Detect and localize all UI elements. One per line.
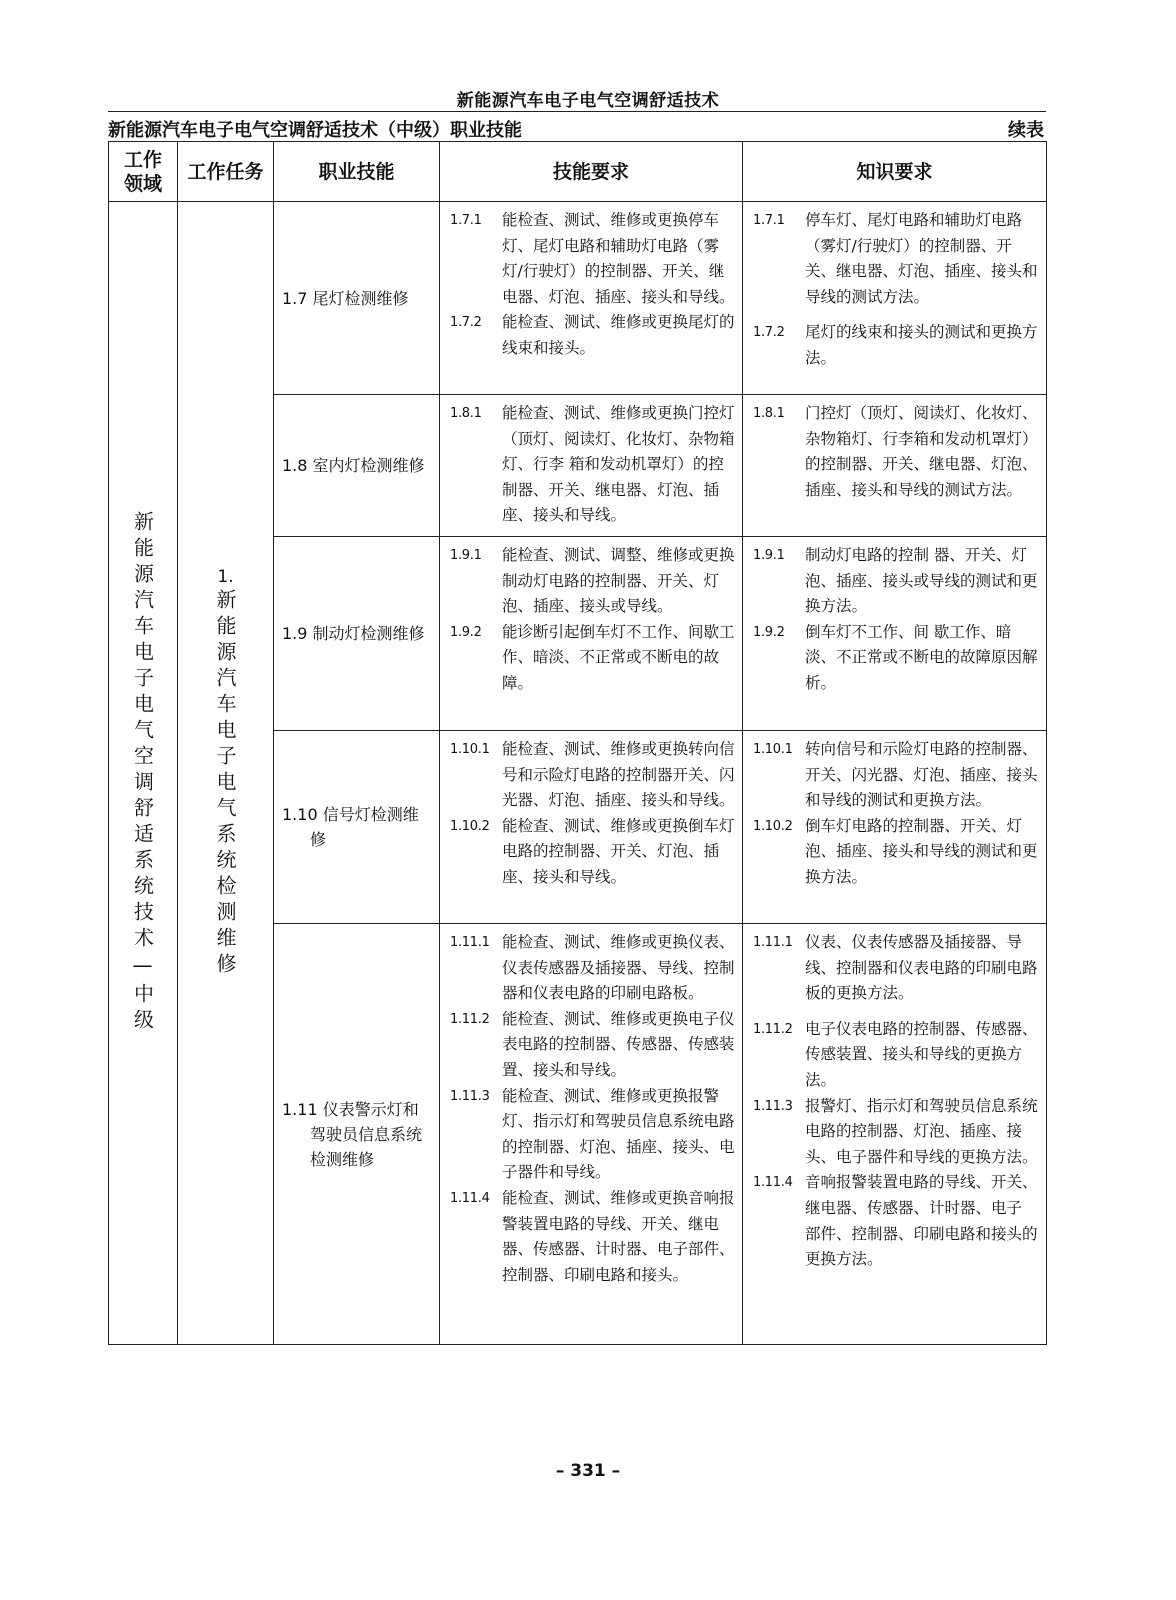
column-header-skill-requirements: 技能要求 <box>440 142 743 202</box>
skill-requirements-cell <box>440 395 743 537</box>
skill-name: 1.9 制动灯检测维修 <box>274 537 440 731</box>
list-item: 1.9.1 能检查、测试、调整、维修或更换制动灯电路的控制器、开关、灯泡、插座、接头或导线。 <box>450 546 735 616</box>
table-header-row <box>109 142 1047 202</box>
skills-table <box>108 141 1047 1345</box>
list-item: 1.11.3 报警灯、指示灯和驾驶员信息系统电路的控制器、灯泡、插座、接头、电子器件和导线的更换方法。 <box>753 1096 1038 1166</box>
list-item: 1.7.2 能检查、测试、维修或更换尾灯的线束和接头。 <box>450 313 735 357</box>
skill-name: 1.11 仪表警示灯和驾驶员信息系统检测维修 <box>274 924 440 1345</box>
list-item: 1.9.2 能诊断引起倒车灯不工作、间歇工作、暗淡、不正常或不断电的故障。 <box>450 622 735 692</box>
domain-text: 新能源汽车电子电气空调舒适系统技术—中级 <box>130 511 155 1035</box>
task-name: 新能源汽车电子电气系统检测维修 <box>213 589 237 979</box>
skill-requirements-cell <box>440 537 743 731</box>
knowledge-requirements-cell <box>743 731 1047 924</box>
running-header: 新能源汽车电子电气空调舒适技术 <box>456 91 720 111</box>
list-item: 1.11.2 能检查、测试、维修或更换电子仪表电路的控制器、传感器、传感装置、接头和导线。 <box>450 1009 735 1079</box>
skill-requirements-cell <box>440 731 743 924</box>
list-item: 1.11.1 仪表、仪表传感器及插接器、导线、控制器和仪表电路的印刷电路板的更换方法。 <box>753 933 1038 1003</box>
list-item: 1.7.2 尾灯的线束和接头的测试和更换方法。 <box>753 323 1038 367</box>
skill-requirements-cell <box>440 202 743 395</box>
list-item: 1.8.1 能检查、测试、维修或更换门控灯（顶灯、阅读灯、化妆灯、杂物箱灯、行李 箱和发动机罩灯）的控制器、开关、继电器、灯泡、插座、接头和导线。 <box>450 404 735 525</box>
list-item: 1.7.1 能检查、测试、维修或更换停车灯、尾灯电路和辅助灯电路（雾灯/行驶灯）的控制器、开关、继电器、灯泡、插座、接头和导线。 <box>450 211 735 306</box>
list-item: 1.8.1 门控灯（顶灯、阅读灯、化妆灯、杂物箱灯、行李箱和发动机罩灯）的控制器、开关、继电器、灯泡、插座、接头和导线的测试方法。 <box>753 404 1038 499</box>
skill-name: 1.10 信号灯检测维修 <box>274 731 440 924</box>
page-number: – 331 – <box>555 1461 621 1481</box>
knowledge-requirements-cell <box>743 537 1047 731</box>
list-item: 1.7.1 停车灯、尾灯电路和辅助灯电路（雾灯/行驶灯）的控制器、开关、继电器、灯泡、插座、接头和导线的测试方法。 <box>753 211 1038 306</box>
table-continued-label: 续表 <box>1008 120 1044 141</box>
domain-cell <box>109 202 178 1345</box>
column-header-task: 工作任务 <box>178 142 274 202</box>
table-title: 新能源汽车电子电气空调舒适技术（中级）职业技能 <box>108 120 522 141</box>
list-item: 1.10.1 能检查、测试、维修或更换转向信号和示险灯电路的控制器开关、闪光器、灯泡、插座、接头和导线。 <box>450 740 735 810</box>
column-header-knowledge-requirements: 知识要求 <box>743 142 1047 202</box>
list-item: 1.9.1 制动灯电路的控制 器、开关、灯泡、插座、接头或导线的测试和更换方法。 <box>753 546 1038 616</box>
list-item: 1.10.1 转向信号和示险灯电路的控制器、开关、闪光器、灯泡、插座、接头和导线的测试和更换方法。 <box>753 740 1038 810</box>
list-item: 1.10.2 倒车灯电路的控制器、开关、灯泡、插座、接头和导线的测试和更换方法。 <box>753 816 1038 886</box>
knowledge-requirements-cell <box>743 202 1047 395</box>
knowledge-requirements-cell <box>743 395 1047 537</box>
column-header-skill: 职业技能 <box>274 142 440 202</box>
task-cell <box>178 202 274 1345</box>
skill-name: 1.7 尾灯检测维修 <box>274 202 440 395</box>
list-item: 1.11.4 能检查、测试、维修或更换音响报警装置电路的导线、开关、继电器、传感器、计时器、电子部件、控制器、印刷电路和接头。 <box>450 1188 735 1284</box>
task-number: 1. <box>217 567 234 587</box>
list-item: 1.10.2 能检查、测试、维修或更换倒车灯电路的控制器、开关、灯泡、插座、接头和导线。 <box>450 816 735 886</box>
skill-requirements-cell <box>440 924 743 1345</box>
header-rule <box>108 111 1046 112</box>
knowledge-requirements-cell <box>743 924 1047 1345</box>
list-item: 1.9.2 倒车灯不工作、间 歇工作、暗淡、不正常或不断电的故障原因解析。 <box>753 622 1038 692</box>
list-item: 1.11.1 能检查、测试、维修或更换仪表、仪表传感器及插接器、导线、控制器和仪表电路的印刷电路板。 <box>450 933 735 1003</box>
skill-name: 1.8 室内灯检测维修 <box>274 395 440 537</box>
list-item: 1.11.3 能检查、测试、维修或更换报警灯、指示灯和驾驶员信息系统电路的控制器、灯泡、插座、接头、电子器件和导线。 <box>450 1086 735 1182</box>
list-item: 1.11.4 音响报警装置电路的导线、开关、继电器、传感器、计时器、电子 部件、控制器、印刷电路和接头的更换方法。 <box>753 1173 1038 1269</box>
list-item: 1.11.2 电子仪表电路的控制器、传感器、传感装置、接头和导线的更换方法。 <box>753 1019 1038 1089</box>
column-header-domain: 工作领域 <box>109 142 178 202</box>
table-row <box>109 202 1047 395</box>
